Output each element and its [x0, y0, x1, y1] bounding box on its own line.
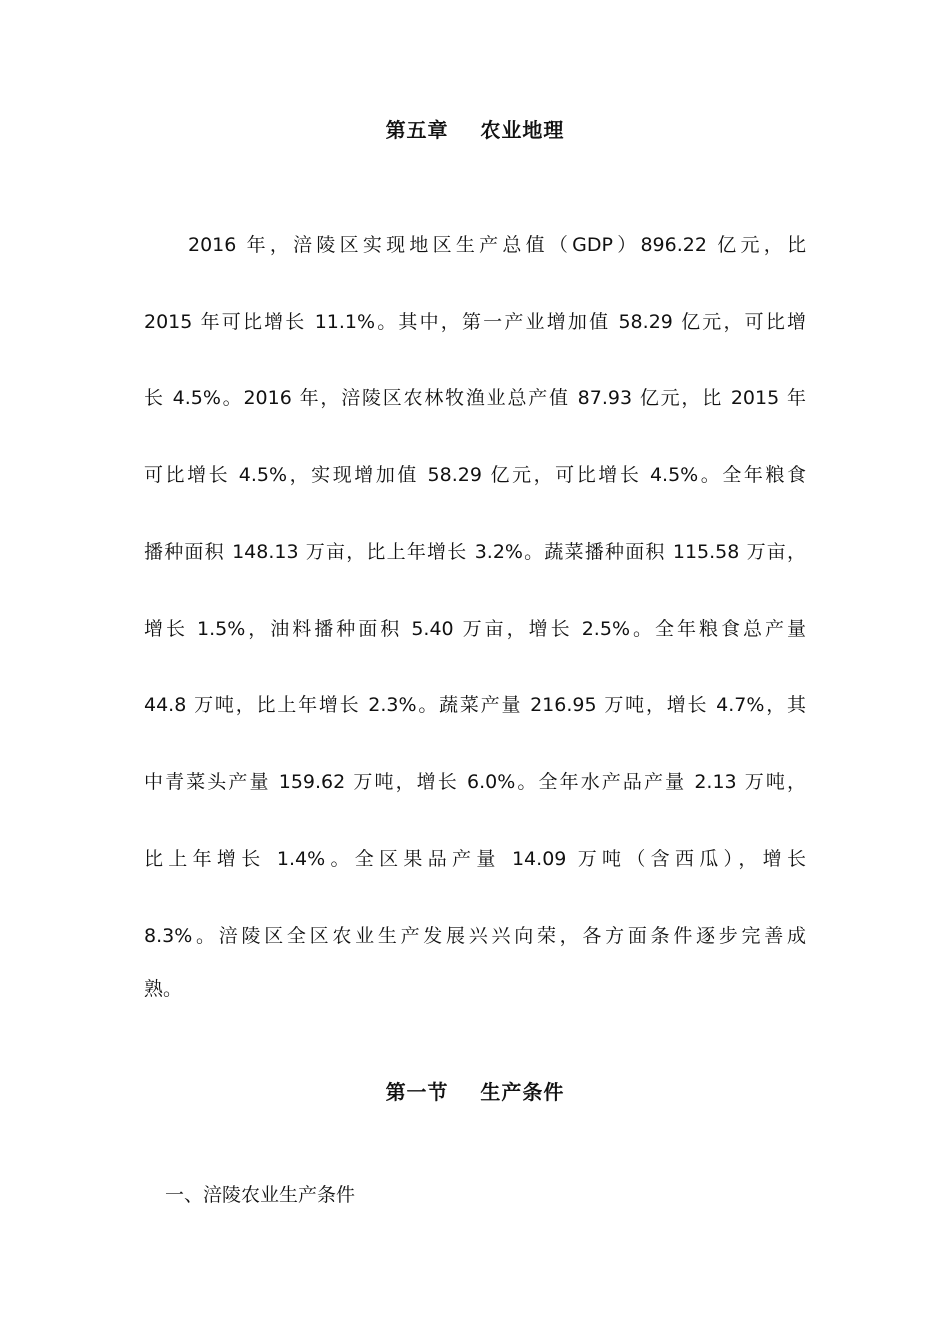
paragraph-line: 中青菜头产量 159.62 万吨，增长 6.0%。全年水产品产量 2.13 万吨， — [144, 771, 806, 793]
paragraph-line: 长 4.5%。2016 年，涪陵区农林牧渔业总产值 87.93 亿元，比 2015 年 — [144, 387, 806, 409]
section-title: 第一节 生产条件 — [385, 1080, 565, 1104]
paragraph-line: 2015 年可比增长 11.1%。其中，第一产业增加值 58.29 亿元，可比增 — [144, 311, 806, 333]
paragraph-line: 44.8 万吨，比上年增长 2.3%。蔬菜产量 216.95 万吨，增长 4.7%，其 — [144, 694, 806, 716]
paragraph-line: 比上年增长 1.4%。全区果品产量 14.09 万吨（含西瓜），增长 — [144, 848, 806, 870]
paragraph-line: 熟。 — [144, 978, 183, 1000]
paragraph-line: 2016 年，涪陵区实现地区生产总值（GDP）896.22 亿元，比 — [188, 234, 806, 256]
paragraph-line: 可比增长 4.5%，实现增加值 58.29 亿元，可比增长 4.5%。全年粮食 — [144, 464, 806, 486]
sub-heading: 一、涪陵农业生产条件 — [165, 1184, 356, 1206]
paragraph-line: 播种面积 148.13 万亩，比上年增长 3.2%。蔬菜播种面积 115.58 万亩， — [144, 541, 806, 563]
chapter-title: 第五章 农业地理 — [385, 118, 565, 142]
paragraph-line: 8.3%。涪陵区全区农业生产发展兴兴向荣，各方面条件逐步完善成 — [144, 925, 806, 947]
paragraph-line: 增长 1.5%，油料播种面积 5.40 万亩，增长 2.5%。全年粮食总产量 — [144, 618, 806, 640]
